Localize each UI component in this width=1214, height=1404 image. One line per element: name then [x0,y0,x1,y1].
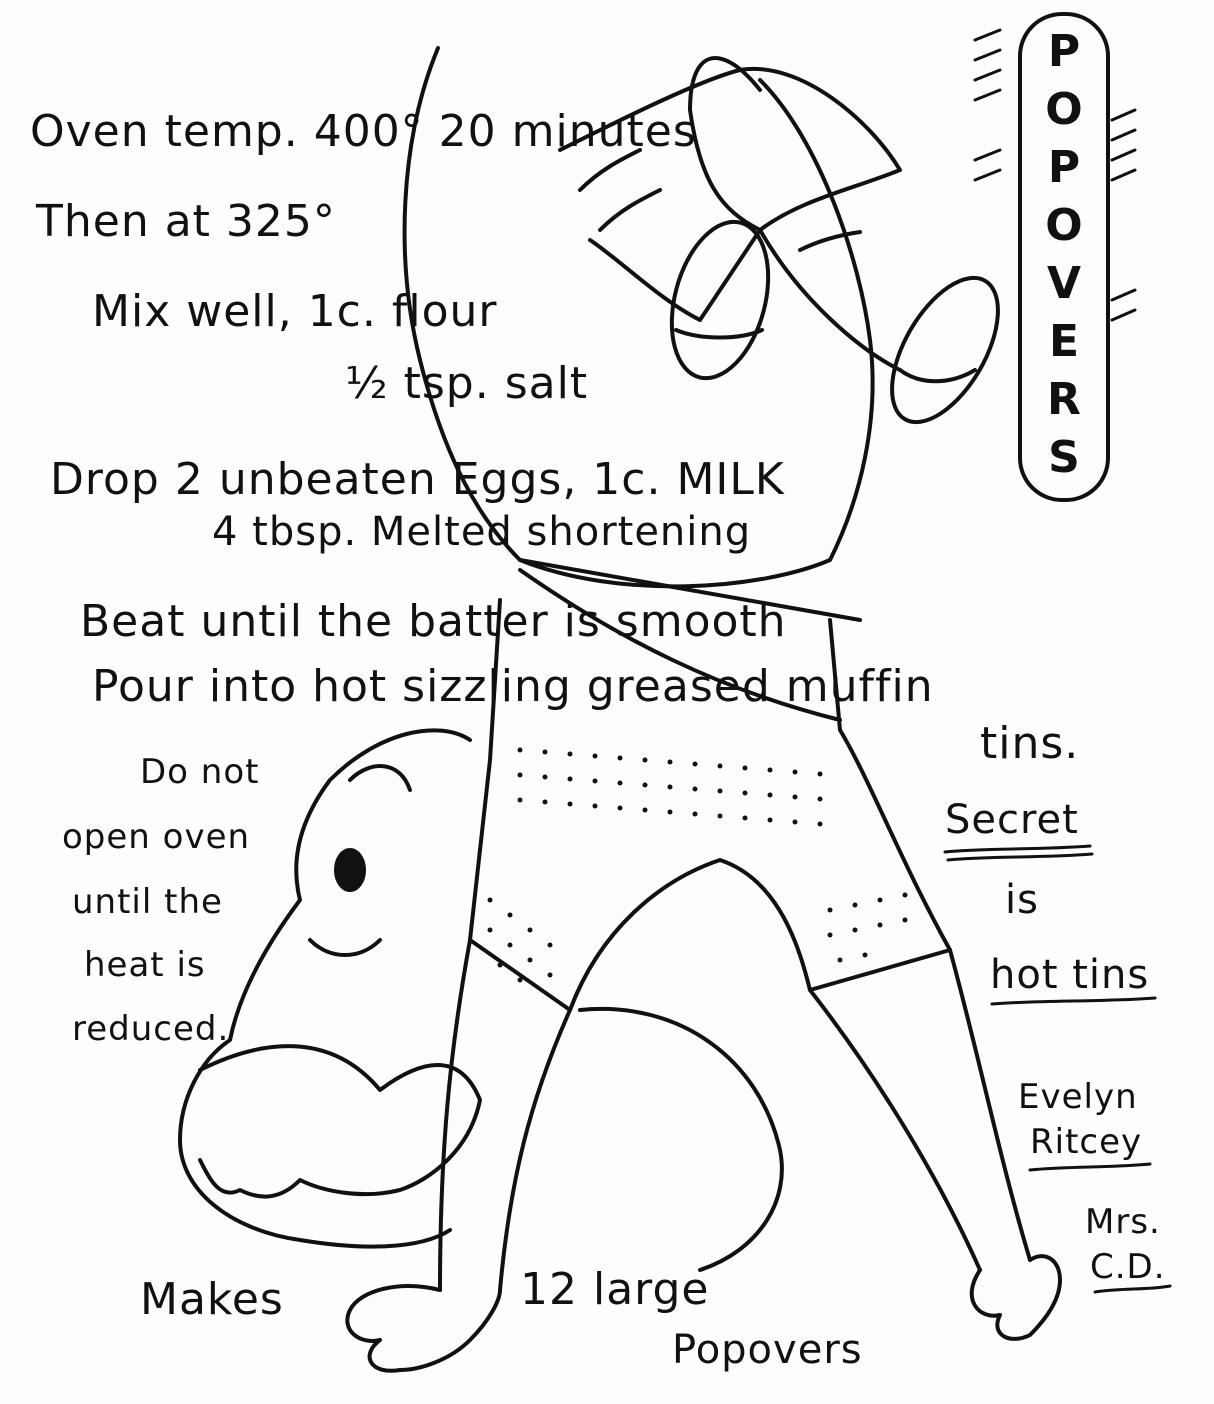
animal-outline [180,730,470,1246]
animal-tail [200,1046,480,1196]
pour-line: Pour into hot sizzling greased muffin [92,661,934,712]
animal-eye [336,850,364,890]
right-shoe [870,261,1019,440]
animal-smile [310,940,380,955]
right-hand [972,1256,1060,1339]
left-arm [440,940,470,1290]
note-line: heat is [84,945,206,985]
oven-temp-line: Oven temp. 400° 20 minutes [30,106,697,157]
signature-initials: C.D. [1090,1247,1166,1287]
note-line: Do not [140,752,260,792]
beat-line: Beat until the batter is smooth [80,596,787,647]
salt-line: ½ tsp. salt [345,358,589,409]
yield-count: 12 large [520,1264,710,1315]
title-banner [1018,12,1110,502]
shortening-line: 4 tbsp. Melted shortening [212,509,752,555]
title-letter: S [1048,432,1080,483]
secret-is: is [1005,877,1039,923]
secret-underline [945,846,1090,852]
title-letter: P [1047,26,1081,77]
title-letter: O [1045,84,1083,135]
secret-heading: Secret [945,797,1079,843]
ritcey-underline [1030,1164,1150,1170]
then-temp-line: Then at 325° [36,196,336,247]
signature-first-name: Evelyn [1018,1077,1138,1117]
title-letter: V [1046,258,1082,309]
title-letter: O [1045,200,1083,251]
left-hand [347,1286,500,1371]
animal-ear [350,766,410,790]
title-letter: P [1047,142,1081,193]
title-letter: E [1048,316,1080,367]
mix-line: Mix well, 1c. flour [92,286,498,337]
secret-hot-tins: hot tins [990,952,1150,998]
yield-item: Popovers [672,1327,863,1373]
tins-line: tins. [980,718,1080,769]
signature-last-name: Ritcey [1030,1122,1143,1162]
shirt-dots [488,748,908,983]
makes-label: Makes [140,1274,284,1325]
title-letter: R [1047,374,1081,425]
note-line: reduced. [72,1009,230,1049]
note-line: until the [72,882,223,922]
drop-line: Drop 2 unbeaten Eggs, 1c. MILK [50,454,785,505]
signature-mrs: Mrs. [1085,1202,1161,1242]
hot-tins-underline [992,998,1155,1004]
right-arm [810,990,980,1270]
note-line: open oven [62,817,251,857]
